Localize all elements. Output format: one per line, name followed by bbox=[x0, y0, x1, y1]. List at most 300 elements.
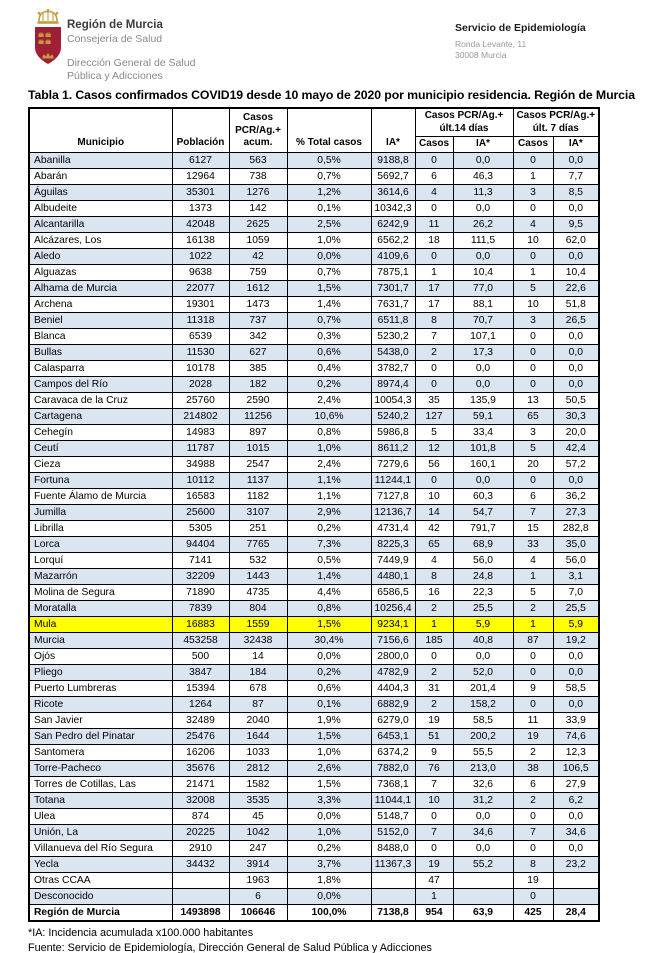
cell-casos-14d: 0 bbox=[415, 360, 453, 376]
cell-municipio: Moratalla bbox=[29, 600, 172, 616]
cell-municipio: Abarán bbox=[29, 168, 172, 184]
cell-casos-7d: 5 bbox=[513, 440, 553, 456]
cell-casos-14d: 0 bbox=[415, 840, 453, 856]
cell-ia: 7138,8 bbox=[371, 904, 415, 921]
cell-ia-7d: 56,0 bbox=[553, 552, 599, 568]
cell-municipio: Ricote bbox=[29, 696, 172, 712]
table-row bbox=[29, 568, 599, 584]
cell-ia-14d: 107,1 bbox=[453, 328, 513, 344]
cell-ia-14d: 55,2 bbox=[453, 856, 513, 872]
cell-casos-14d: 185 bbox=[415, 632, 453, 648]
cell-poblacion: 71890 bbox=[172, 584, 229, 600]
cell-ia: 12136,7 bbox=[371, 504, 415, 520]
cell-ia-7d: 20,0 bbox=[553, 424, 599, 440]
cell-ia-7d: 5,9 bbox=[553, 616, 599, 632]
cell-casos-7d: 7 bbox=[513, 824, 553, 840]
cell-ia-7d: 27,9 bbox=[553, 776, 599, 792]
cell-pct-total: 0,2% bbox=[287, 520, 371, 536]
cell-casos-7d: 6 bbox=[513, 488, 553, 504]
cell-ia-7d: 30,3 bbox=[553, 408, 599, 424]
table-row bbox=[29, 216, 599, 232]
cell-pct-total: 1,9% bbox=[287, 712, 371, 728]
cell-municipio: Puerto Lumbreras bbox=[29, 680, 172, 696]
cell-ia-7d: 50,5 bbox=[553, 392, 599, 408]
cell-municipio: Albudeite bbox=[29, 200, 172, 216]
office-address-line2: 30008 Murcia bbox=[455, 50, 507, 61]
cell-casos-7d: 38 bbox=[513, 760, 553, 776]
cell-municipio: Villanueva del Río Segura bbox=[29, 840, 172, 856]
cell-casos-acum: 738 bbox=[229, 168, 287, 184]
cell-poblacion: 7141 bbox=[172, 552, 229, 568]
cell-ia: 8974,4 bbox=[371, 376, 415, 392]
cell-casos-7d: 0 bbox=[513, 472, 553, 488]
cell-poblacion: 16583 bbox=[172, 488, 229, 504]
cell-casos-acum: 3535 bbox=[229, 792, 287, 808]
cell-ia: 5692,7 bbox=[371, 168, 415, 184]
table-row bbox=[29, 904, 599, 921]
cell-pct-total: 1,0% bbox=[287, 440, 371, 456]
cell-ia: 5152,0 bbox=[371, 824, 415, 840]
org-subunit-line2: Pública y Adicciones bbox=[67, 70, 163, 83]
cell-ia: 10256,4 bbox=[371, 600, 415, 616]
cell-ia-14d: 160,1 bbox=[453, 456, 513, 472]
cell-casos-7d: 87 bbox=[513, 632, 553, 648]
table-row bbox=[29, 760, 599, 776]
cell-casos-14d: 127 bbox=[415, 408, 453, 424]
cell-casos-7d: 11 bbox=[513, 712, 553, 728]
cell-ia-14d: 22,3 bbox=[453, 584, 513, 600]
table-row bbox=[29, 856, 599, 872]
cell-poblacion: 3847 bbox=[172, 664, 229, 680]
cell-ia-7d: 34,6 bbox=[553, 824, 599, 840]
table-row bbox=[29, 552, 599, 568]
cell-pct-total: 0,6% bbox=[287, 344, 371, 360]
cell-ia-14d: 0,0 bbox=[453, 840, 513, 856]
cell-casos-acum: 2625 bbox=[229, 216, 287, 232]
cell-municipio: Torres de Cotillas, Las bbox=[29, 776, 172, 792]
cell-ia-7d: 0,0 bbox=[553, 328, 599, 344]
table-row bbox=[29, 664, 599, 680]
cell-casos-14d: 1 bbox=[415, 616, 453, 632]
cell-casos-7d: 0 bbox=[513, 808, 553, 824]
header-line: últ.14 días bbox=[439, 122, 489, 134]
cell-ia-14d: 56,0 bbox=[453, 552, 513, 568]
header-line: acum. bbox=[243, 137, 273, 148]
cell-casos-7d: 0 bbox=[513, 248, 553, 264]
cell-ia-7d: 19,2 bbox=[553, 632, 599, 648]
cell-poblacion: 7839 bbox=[172, 600, 229, 616]
cell-ia-14d: 60,3 bbox=[453, 488, 513, 504]
cell-poblacion: 20225 bbox=[172, 824, 229, 840]
cell-pct-total: 0,5% bbox=[287, 552, 371, 568]
cell-ia-14d: 26,2 bbox=[453, 216, 513, 232]
cell-poblacion: 10178 bbox=[172, 360, 229, 376]
cell-casos-acum: 247 bbox=[229, 840, 287, 856]
cell-casos-14d: 35 bbox=[415, 392, 453, 408]
header-line: Casos PCR/Ag.+ bbox=[424, 110, 504, 121]
cell-ia: 7301,7 bbox=[371, 280, 415, 296]
cell-casos-acum: 627 bbox=[229, 344, 287, 360]
cell-poblacion: 32209 bbox=[172, 568, 229, 584]
table-row bbox=[29, 232, 599, 248]
cell-pct-total: 0,2% bbox=[287, 840, 371, 856]
table-row bbox=[29, 328, 599, 344]
org-subunit-line1: Dirección General de Salud bbox=[67, 56, 196, 69]
cell-casos-acum: 7765 bbox=[229, 536, 287, 552]
table-row bbox=[29, 648, 599, 664]
cell-casos-7d: 19 bbox=[513, 872, 553, 888]
cell-ia-7d: 3,1 bbox=[553, 568, 599, 584]
cell-poblacion: 16206 bbox=[172, 744, 229, 760]
cell-pct-total: 3,7% bbox=[287, 856, 371, 872]
cell-casos-14d: 4 bbox=[415, 184, 453, 200]
cell-pct-total: 1,0% bbox=[287, 232, 371, 248]
col-header-casos-acum bbox=[229, 108, 287, 152]
cell-pct-total: 1,1% bbox=[287, 488, 371, 504]
cell-municipio: Mula bbox=[29, 616, 172, 632]
cell-casos-acum: 385 bbox=[229, 360, 287, 376]
col-header-ia-7d: IA* bbox=[553, 137, 599, 153]
table-row bbox=[29, 440, 599, 456]
cell-ia-7d: 0,0 bbox=[553, 648, 599, 664]
cell-ia-7d: 12,3 bbox=[553, 744, 599, 760]
cell-ia-7d: 36,2 bbox=[553, 488, 599, 504]
cell-casos-acum: 1137 bbox=[229, 472, 287, 488]
cell-ia-7d: 22,6 bbox=[553, 280, 599, 296]
cell-casos-acum: 678 bbox=[229, 680, 287, 696]
cell-ia-14d: 63,9 bbox=[453, 904, 513, 921]
cell-pct-total: 0,7% bbox=[287, 312, 371, 328]
cell-ia: 8488,0 bbox=[371, 840, 415, 856]
cell-casos-acum: 42 bbox=[229, 248, 287, 264]
cell-poblacion: 1493898 bbox=[172, 904, 229, 921]
cell-ia-14d: 32,6 bbox=[453, 776, 513, 792]
cell-ia: 3782,7 bbox=[371, 360, 415, 376]
cell-municipio: Bullas bbox=[29, 344, 172, 360]
cell-poblacion: 34432 bbox=[172, 856, 229, 872]
cell-casos-7d: 4 bbox=[513, 552, 553, 568]
col-group-ult-7-dias bbox=[513, 108, 599, 137]
cell-ia-14d: 25,5 bbox=[453, 600, 513, 616]
cell-casos-7d: 9 bbox=[513, 680, 553, 696]
cell-ia-7d bbox=[553, 872, 599, 888]
table-row bbox=[29, 520, 599, 536]
cell-ia: 2800,0 bbox=[371, 648, 415, 664]
cell-casos-14d: 0 bbox=[415, 152, 453, 168]
cell-municipio: Abanilla bbox=[29, 152, 172, 168]
table-row bbox=[29, 824, 599, 840]
table-row bbox=[29, 408, 599, 424]
cell-ia-14d: 77,0 bbox=[453, 280, 513, 296]
cell-ia: 7156,6 bbox=[371, 632, 415, 648]
cell-poblacion: 10112 bbox=[172, 472, 229, 488]
cell-pct-total: 1,1% bbox=[287, 472, 371, 488]
cell-pct-total: 1,5% bbox=[287, 280, 371, 296]
cell-ia-7d: 0,0 bbox=[553, 696, 599, 712]
cell-casos-14d: 8 bbox=[415, 568, 453, 584]
cell-ia-14d: 213,0 bbox=[453, 760, 513, 776]
cell-pct-total: 7,3% bbox=[287, 536, 371, 552]
cell-casos-14d: 1 bbox=[415, 888, 453, 904]
cell-casos-14d: 9 bbox=[415, 744, 453, 760]
cell-ia-14d: 135,9 bbox=[453, 392, 513, 408]
header-line: Casos bbox=[242, 112, 273, 123]
cell-ia: 7875,1 bbox=[371, 264, 415, 280]
cell-casos-acum: 1473 bbox=[229, 296, 287, 312]
table-row bbox=[29, 312, 599, 328]
cell-ia-14d: 0,0 bbox=[453, 472, 513, 488]
cell-ia-14d: 59,1 bbox=[453, 408, 513, 424]
cell-pct-total: 1,5% bbox=[287, 776, 371, 792]
cell-pct-total: 1,5% bbox=[287, 728, 371, 744]
cell-casos-acum: 2812 bbox=[229, 760, 287, 776]
cell-ia-14d: 0,0 bbox=[453, 248, 513, 264]
cell-pct-total: 0,2% bbox=[287, 664, 371, 680]
cell-ia-7d: 33,9 bbox=[553, 712, 599, 728]
table-row bbox=[29, 600, 599, 616]
cell-casos-7d: 2 bbox=[513, 600, 553, 616]
cell-ia-7d: 62,0 bbox=[553, 232, 599, 248]
shield-icon bbox=[35, 27, 61, 64]
cell-ia: 5230,2 bbox=[371, 328, 415, 344]
cell-casos-7d: 3 bbox=[513, 424, 553, 440]
header-line: PCR/Ag.+ bbox=[235, 124, 281, 136]
cell-municipio: Librilla bbox=[29, 520, 172, 536]
cell-pct-total: 1,5% bbox=[287, 616, 371, 632]
cell-casos-acum: 1015 bbox=[229, 440, 287, 456]
cell-ia-7d: 0,0 bbox=[553, 360, 599, 376]
cell-municipio: San Pedro del Pinatar bbox=[29, 728, 172, 744]
cell-ia-7d: 74,6 bbox=[553, 728, 599, 744]
table-row bbox=[29, 200, 599, 216]
cell-municipio: Ceutí bbox=[29, 440, 172, 456]
cell-casos-14d: 2 bbox=[415, 696, 453, 712]
cell-casos-7d: 1 bbox=[513, 568, 553, 584]
cell-pct-total: 1,4% bbox=[287, 568, 371, 584]
cell-poblacion: 11530 bbox=[172, 344, 229, 360]
cell-municipio: Desconocido bbox=[29, 888, 172, 904]
cell-ia-14d: 88,1 bbox=[453, 296, 513, 312]
cell-ia-14d: 31,2 bbox=[453, 792, 513, 808]
cell-municipio: Alcantarilla bbox=[29, 216, 172, 232]
cell-ia-7d: 58,5 bbox=[553, 680, 599, 696]
cell-casos-14d: 18 bbox=[415, 232, 453, 248]
cell-poblacion: 1373 bbox=[172, 200, 229, 216]
cell-casos-7d: 1 bbox=[513, 264, 553, 280]
cell-casos-14d: 17 bbox=[415, 280, 453, 296]
cell-casos-14d: 31 bbox=[415, 680, 453, 696]
cell-casos-14d: 11 bbox=[415, 216, 453, 232]
cell-casos-7d: 1 bbox=[513, 616, 553, 632]
cell-poblacion: 32008 bbox=[172, 792, 229, 808]
cell-casos-acum: 4735 bbox=[229, 584, 287, 600]
cell-casos-7d: 19 bbox=[513, 728, 553, 744]
cell-municipio: Cartagena bbox=[29, 408, 172, 424]
cell-municipio: Totana bbox=[29, 792, 172, 808]
table-row bbox=[29, 776, 599, 792]
cell-casos-acum: 1276 bbox=[229, 184, 287, 200]
cell-ia-14d: 5,9 bbox=[453, 616, 513, 632]
cell-pct-total: 2,4% bbox=[287, 392, 371, 408]
cell-pct-total: 10,6% bbox=[287, 408, 371, 424]
table-row bbox=[29, 184, 599, 200]
org-name: Región de Murcia bbox=[67, 19, 163, 31]
cell-ia-14d: 0,0 bbox=[453, 648, 513, 664]
cell-pct-total: 3,3% bbox=[287, 792, 371, 808]
cell-casos-14d: 8 bbox=[415, 312, 453, 328]
cell-municipio: Cehegín bbox=[29, 424, 172, 440]
cell-casos-14d: 65 bbox=[415, 536, 453, 552]
cell-casos-acum: 897 bbox=[229, 424, 287, 440]
table-body bbox=[29, 152, 599, 921]
cell-casos-acum: 1042 bbox=[229, 824, 287, 840]
cell-poblacion: 14983 bbox=[172, 424, 229, 440]
table-row bbox=[29, 712, 599, 728]
cell-casos-7d: 10 bbox=[513, 296, 553, 312]
cell-casos-14d: 19 bbox=[415, 856, 453, 872]
table-row bbox=[29, 872, 599, 888]
cell-casos-7d: 5 bbox=[513, 280, 553, 296]
cell-poblacion: 35676 bbox=[172, 760, 229, 776]
cell-casos-acum: 1963 bbox=[229, 872, 287, 888]
table-row bbox=[29, 680, 599, 696]
cell-poblacion: 22077 bbox=[172, 280, 229, 296]
cell-pct-total: 1,2% bbox=[287, 184, 371, 200]
cell-municipio: Ulea bbox=[29, 808, 172, 824]
cell-casos-acum: 32438 bbox=[229, 632, 287, 648]
cell-pct-total: 0,4% bbox=[287, 360, 371, 376]
cell-pct-total: 2,5% bbox=[287, 216, 371, 232]
cell-casos-14d: 0 bbox=[415, 376, 453, 392]
cell-casos-acum: 3914 bbox=[229, 856, 287, 872]
table-row bbox=[29, 584, 599, 600]
cell-ia-7d: 0,0 bbox=[553, 808, 599, 824]
cell-pct-total: 0,3% bbox=[287, 328, 371, 344]
table-row bbox=[29, 376, 599, 392]
cell-casos-7d: 4 bbox=[513, 216, 553, 232]
cell-poblacion: 9638 bbox=[172, 264, 229, 280]
cell-casos-acum: 6 bbox=[229, 888, 287, 904]
cell-ia-14d: 0,0 bbox=[453, 360, 513, 376]
cell-poblacion: 12964 bbox=[172, 168, 229, 184]
cell-casos-acum: 87 bbox=[229, 696, 287, 712]
cell-poblacion: 25760 bbox=[172, 392, 229, 408]
cell-ia-14d: 17,3 bbox=[453, 344, 513, 360]
cell-ia: 3614,6 bbox=[371, 184, 415, 200]
table-row bbox=[29, 168, 599, 184]
cell-ia-14d: 101,8 bbox=[453, 440, 513, 456]
table-row bbox=[29, 264, 599, 280]
cell-poblacion: 25476 bbox=[172, 728, 229, 744]
cell-casos-14d: 56 bbox=[415, 456, 453, 472]
cell-ia-7d: 282,8 bbox=[553, 520, 599, 536]
cell-pct-total: 4,4% bbox=[287, 584, 371, 600]
col-header-ia: IA* bbox=[371, 108, 415, 152]
cell-casos-acum: 14 bbox=[229, 648, 287, 664]
cell-ia-7d: 27,3 bbox=[553, 504, 599, 520]
cell-pct-total: 0,7% bbox=[287, 168, 371, 184]
cell-municipio: Jumilla bbox=[29, 504, 172, 520]
cell-ia: 9188,8 bbox=[371, 152, 415, 168]
cell-ia: 10342,3 bbox=[371, 200, 415, 216]
cell-poblacion bbox=[172, 888, 229, 904]
col-header-pct-total: % Total casos bbox=[287, 108, 371, 152]
cell-ia-14d: 0,0 bbox=[453, 152, 513, 168]
cell-municipio: Fuente Álamo de Murcia bbox=[29, 488, 172, 504]
cell-poblacion: 11787 bbox=[172, 440, 229, 456]
cell-casos-7d: 0 bbox=[513, 360, 553, 376]
cell-ia-7d: 0,0 bbox=[553, 152, 599, 168]
cell-casos-14d: 10 bbox=[415, 792, 453, 808]
cell-ia-7d: 7,7 bbox=[553, 168, 599, 184]
cell-ia-7d: 0,0 bbox=[553, 248, 599, 264]
cell-casos-acum: 251 bbox=[229, 520, 287, 536]
cell-municipio: Alhama de Murcia bbox=[29, 280, 172, 296]
header-line: Casos PCR/Ag.+ bbox=[516, 110, 596, 121]
cell-poblacion: 35301 bbox=[172, 184, 229, 200]
cell-poblacion: 15394 bbox=[172, 680, 229, 696]
cell-poblacion: 6539 bbox=[172, 328, 229, 344]
table-row bbox=[29, 888, 599, 904]
cell-casos-14d: 17 bbox=[415, 296, 453, 312]
cell-casos-7d: 5 bbox=[513, 584, 553, 600]
crown-icon bbox=[38, 9, 59, 24]
cell-ia-7d: 0,0 bbox=[553, 664, 599, 680]
table-row bbox=[29, 152, 599, 168]
cell-pct-total: 1,0% bbox=[287, 824, 371, 840]
table-row bbox=[29, 344, 599, 360]
cell-municipio: San Javier bbox=[29, 712, 172, 728]
cell-municipio: Beniel bbox=[29, 312, 172, 328]
col-header-municipio: Municipio bbox=[29, 108, 172, 152]
cell-municipio: Región de Murcia bbox=[29, 904, 172, 921]
cell-poblacion: 42048 bbox=[172, 216, 229, 232]
cell-ia-7d: 10,4 bbox=[553, 264, 599, 280]
cell-poblacion: 34988 bbox=[172, 456, 229, 472]
cell-poblacion: 2910 bbox=[172, 840, 229, 856]
cell-ia: 8225,3 bbox=[371, 536, 415, 552]
cell-casos-acum: 2590 bbox=[229, 392, 287, 408]
cell-casos-acum: 737 bbox=[229, 312, 287, 328]
cell-ia: 5438,0 bbox=[371, 344, 415, 360]
cell-ia-7d: 8,5 bbox=[553, 184, 599, 200]
cell-pct-total: 1,0% bbox=[287, 744, 371, 760]
cell-ia: 7368,1 bbox=[371, 776, 415, 792]
cell-casos-7d: 0 bbox=[513, 696, 553, 712]
cell-casos-acum: 2040 bbox=[229, 712, 287, 728]
table-row bbox=[29, 728, 599, 744]
cell-ia: 6242,9 bbox=[371, 216, 415, 232]
cell-casos-7d: 3 bbox=[513, 312, 553, 328]
table-row bbox=[29, 488, 599, 504]
cell-pct-total: 0,8% bbox=[287, 600, 371, 616]
office-name: Servicio de Epidemiología bbox=[455, 22, 586, 34]
cell-ia-14d: 55,5 bbox=[453, 744, 513, 760]
cell-ia bbox=[371, 872, 415, 888]
table-row bbox=[29, 696, 599, 712]
cell-casos-acum: 1644 bbox=[229, 728, 287, 744]
cell-poblacion: 1264 bbox=[172, 696, 229, 712]
cell-casos-14d: 0 bbox=[415, 248, 453, 264]
cell-municipio: Lorca bbox=[29, 536, 172, 552]
cell-ia: 6586,5 bbox=[371, 584, 415, 600]
cell-ia-14d: 58,5 bbox=[453, 712, 513, 728]
cell-pct-total: 0,8% bbox=[287, 424, 371, 440]
table-row bbox=[29, 632, 599, 648]
cell-ia: 6374,2 bbox=[371, 744, 415, 760]
cell-ia: 7449,9 bbox=[371, 552, 415, 568]
cell-municipio: Archena bbox=[29, 296, 172, 312]
